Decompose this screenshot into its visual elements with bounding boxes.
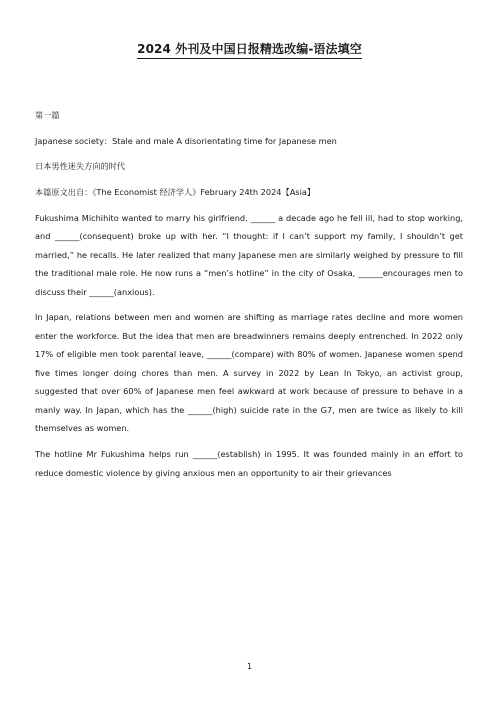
paragraph: In Japan, relations between men and women are shifting as marriage rates decline and more women enter the workforce. But the idea that men are breadwinners remains deeply entrenched. In 2022 only 17% of eligible men took parental leave, ______(compare) with 80% of women. Japanese women spend five times longer doing chores than men. A survey in 2022 by Lean In Tokyo, an activist group, suggested that over 60% of Japanese men feel awkward at work because of pressure to behave in a manly way. In Japan, which has the ______(high) suicide rate in the G7, men are twice as likely to kill themselves as women. <box>35 312 463 434</box>
document-body <box>35 106 463 489</box>
article-source: 本篇原文出自：《The Economist 经济学人》February 24th 2024【Asia】 <box>35 187 316 198</box>
paragraph: Fukushima Michihito wanted to marry his girlfriend. ______ a decade ago he fell ill, had to stop working, and ______(consequent) broke up with her. “I thought: if I can’t support my family, I shouldn’t get married,” he recalls. He later realized that many Japanese men are similarly weighed by pressure to fill the traditional male role. He now runs a “men’s hotline” in the city of Osaka, ______encourages men to discuss their ______(anxious). <box>35 212 463 297</box>
document-title-text: 2024 外刊及中国日报精选改编-语法填空 <box>137 42 362 59</box>
document-title <box>0 40 499 57</box>
paragraph: The hotline Mr Fukushima helps run ______(establish) in 1995. It was founded mainly in an effort to reduce domestic violence by giving anxious men an opportunity to air their grievances <box>35 449 463 478</box>
article-headline-en: Japanese society：Stale and male A disorientating time for Japanese men <box>35 135 337 146</box>
page-number: 1 <box>246 662 253 671</box>
article-headline-zh: 日本男性迷失方向的时代 <box>35 161 126 172</box>
section-label: 第一篇 <box>35 110 60 120</box>
